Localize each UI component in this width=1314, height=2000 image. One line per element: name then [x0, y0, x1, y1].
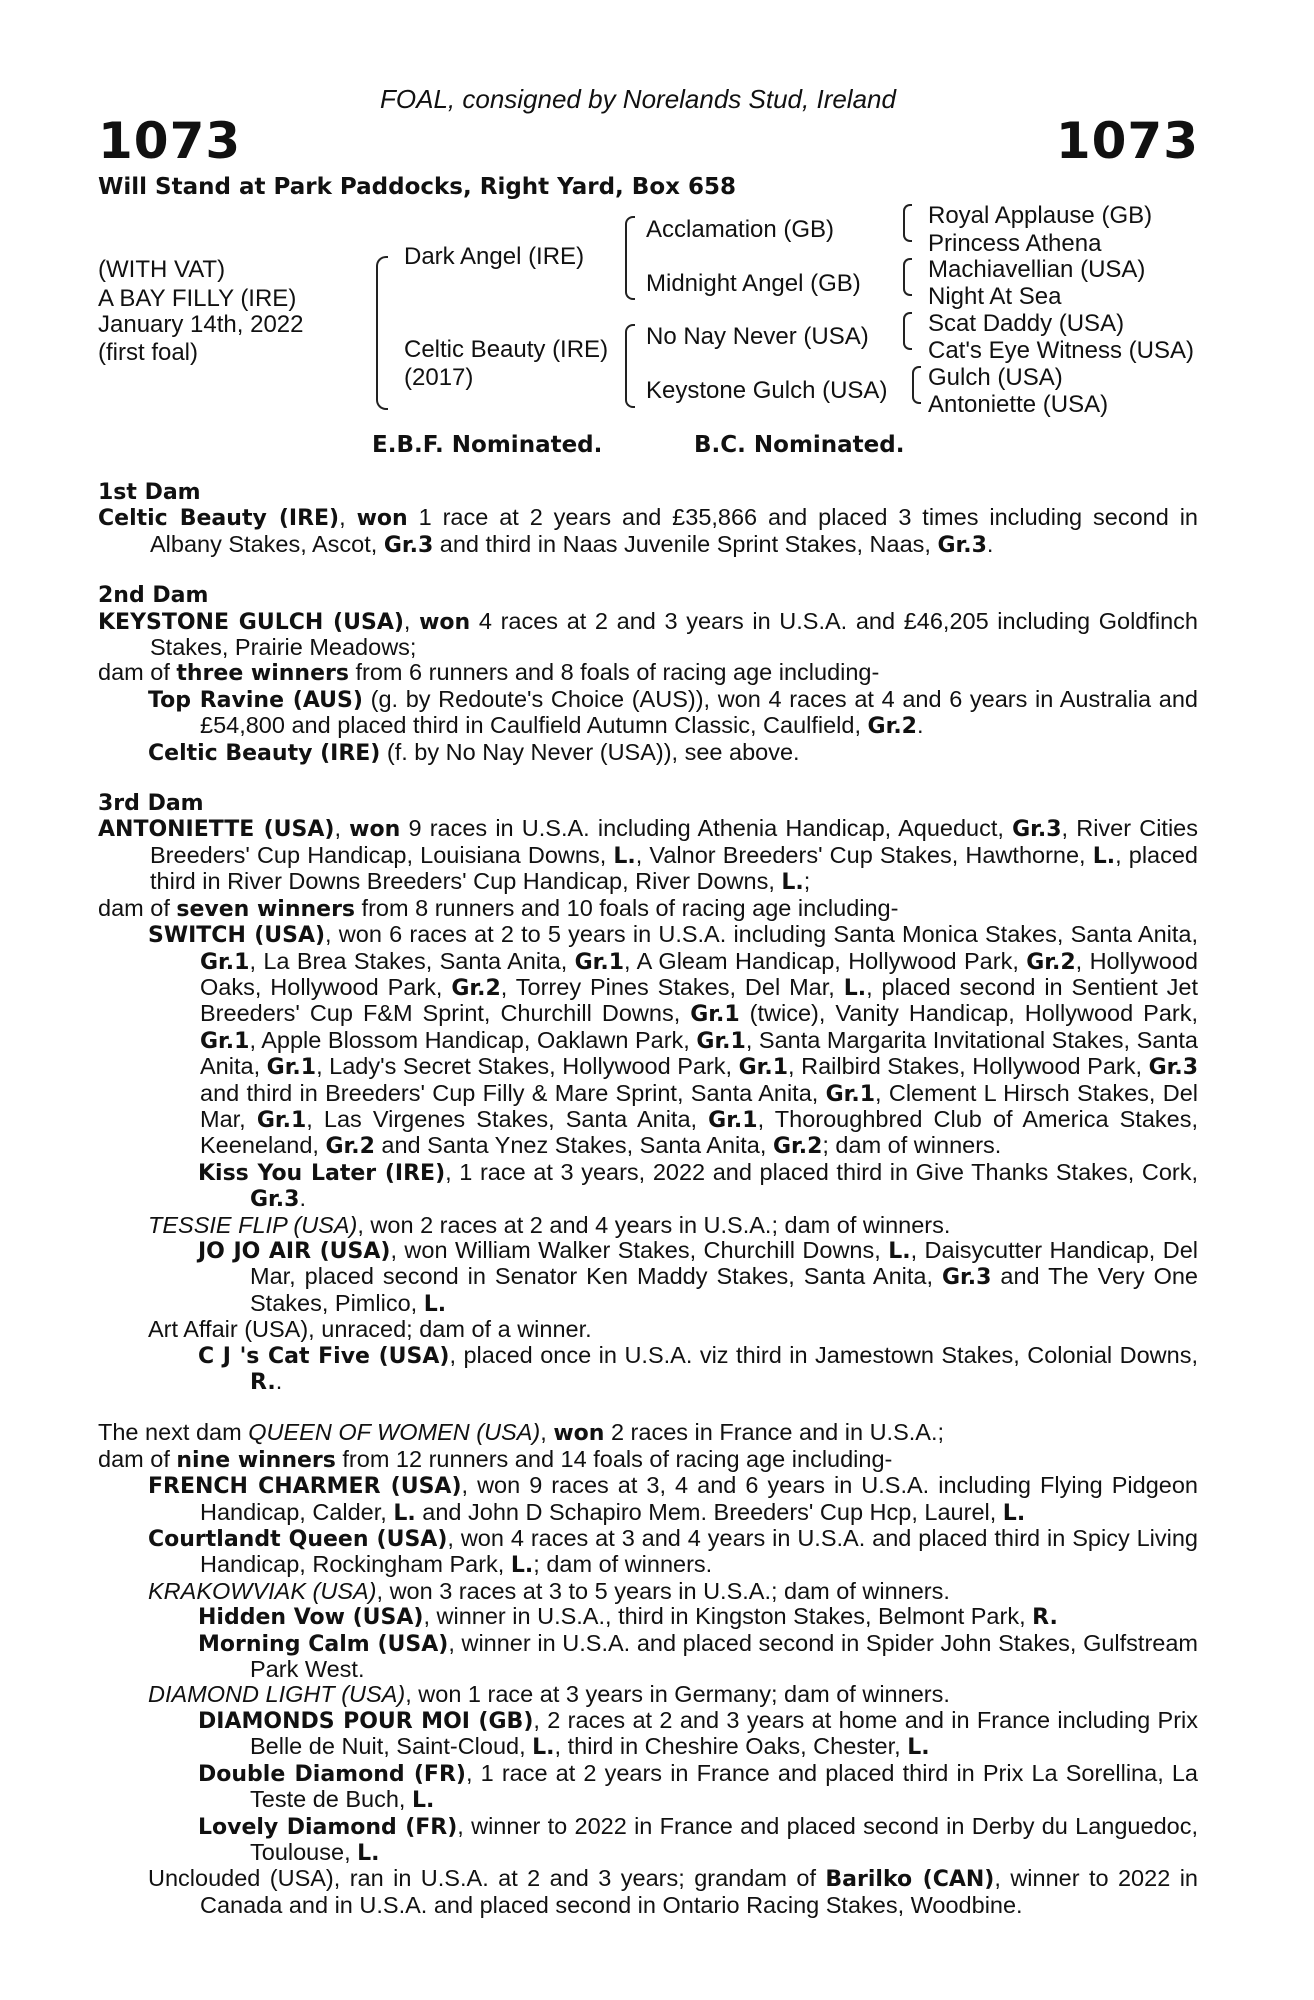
- third-dam-heading: 3rd Dam: [98, 791, 204, 817]
- pedigree-brace-sire: [625, 216, 635, 300]
- pedigree-sd-dam: Night At Sea: [928, 283, 1062, 310]
- vat-note: (WITH VAT): [98, 256, 226, 283]
- pedigree-dam-dam: Keystone Gulch (USA): [646, 377, 888, 404]
- catalogue-body: [98, 480, 1198, 1918]
- lot-number-right: 1073: [1055, 112, 1199, 170]
- consignment-line: FOAL, consigned by Norelands Stud, Ireland: [380, 84, 896, 114]
- pedigree-dd-dam: Antoniette (USA): [928, 391, 1109, 418]
- subject-dob: January 14th, 2022: [98, 311, 304, 338]
- pedigree-brace-ds: [903, 312, 912, 350]
- produce-kiss-you-later: Kiss You Later (IRE), 1 race at 3 years, 2022 and placed third in Give Thanks Stakes, Cork, Gr.3.: [198, 1158, 1199, 1213]
- third-dam-entry: ANTONIETTE (USA), won 9 races in U.S.A. including Athenia Handicap, Aqueduct, Gr.3, River Cities Breeders' Cup Handicap, Louisiana Downs, L., Valnor Breeders' Cup Stakes, Hawthorne, L., placed third in River Downs Breeders' Cup Handicap, River Downs, L.;: [98, 815, 1199, 896]
- produce-double-diamond: Double Diamond (FR), 1 race at 2 years in France and placed third in Prix La Sorellina, La Teste de Buch, L.: [198, 1759, 1198, 1814]
- produce-celtic-beauty: Celtic Beauty (IRE) (f. by No Nay Never (USA)), see above.: [148, 738, 800, 766]
- ebf-nomination: E.B.F. Nominated.: [372, 432, 603, 458]
- pedigree-ds-dam: Cat's Eye Witness (USA): [928, 337, 1194, 364]
- bc-nomination: B.C. Nominated.: [694, 432, 905, 458]
- produce-top-ravine: Top Ravine (AUS) (g. by Redoute's Choice (AUS)), won 4 races at 4 and 6 years in Australia and £54,800 and placed third in Caulfield Autumn Classic, Caulfield, Gr.2.: [148, 685, 1198, 740]
- pedigree-dam: Celtic Beauty (IRE): [404, 336, 609, 363]
- produce-tessie-flip: TESSIE FLIP (USA), won 2 races at 2 and 4 years in U.S.A.; dam of winners.: [148, 1211, 951, 1238]
- pedigree-ds-sire: Scat Daddy (USA): [928, 310, 1125, 337]
- pedigree-sire: Dark Angel (IRE): [404, 243, 585, 270]
- produce-french-charmer: FRENCH CHARMER (USA), won 9 races at 3, 4 and 6 years in U.S.A. including Flying Pidgeon Handicap, Calder, L. and John D Schapiro Mem. Breeders' Cup Hcp, Laurel, L.: [148, 1472, 1198, 1526]
- produce-morning-calm: Morning Calm (USA), winner in U.S.A. and placed second in Spider John Stakes, Gulfstream Park West.: [198, 1629, 1198, 1683]
- next-dam-produce-summary: dam of nine winners from 12 runners and 14 foals of racing age including-: [98, 1445, 893, 1473]
- pedigree-dam-sire: No Nay Never (USA): [646, 323, 869, 350]
- second-dam-entry: KEYSTONE GULCH (USA), won 4 races at 2 and 3 years in U.S.A. and £46,205 including Goldfinch Stakes, Prairie Meadows;: [98, 607, 1198, 661]
- third-dam-produce-summary: dam of seven winners from 8 runners and 10 foals of racing age including-: [98, 894, 899, 922]
- stand-location: Will Stand at Park Paddocks, Right Yard, Box 658: [98, 174, 736, 200]
- pedigree-sd-sire: Machiavellian (USA): [928, 256, 1146, 283]
- produce-jo-jo-air: JO JO AIR (USA), won William Walker Stakes, Churchill Downs, L., Daisycutter Handicap, Del Mar, placed second in Senator Ken Maddy Stakes, Santa Anita, Gr.3 and The Very One Stakes, Pimlico, L.: [198, 1236, 1199, 1317]
- second-dam-produce-summary: dam of three winners from 6 runners and 8 foals of racing age including-: [98, 659, 880, 687]
- first-dam-entry: Celtic Beauty (IRE), won 1 race at 2 years and £35,866 and placed 3 times including second in Albany Stakes, Ascot, Gr.3 and third in Naas Juvenile Sprint Stakes, Naas, Gr.3.: [98, 504, 1199, 558]
- pedigree-brace-ss: [903, 204, 912, 242]
- produce-cj-cat-five: C J 's Cat Five (USA), placed once in U.S.A. viz third in Jamestown Stakes, Colonial Downs, R..: [198, 1341, 1199, 1395]
- produce-krakowviak: KRAKOWVIAK (USA), won 3 races at 3 to 5 years in U.S.A.; dam of winners.: [148, 1577, 950, 1604]
- subject-name: A BAY FILLY (IRE): [98, 285, 297, 312]
- pedigree-dd-sire: Gulch (USA): [928, 364, 1063, 391]
- subject-note: (first foal): [98, 339, 199, 366]
- lot-number-left: 1073: [98, 112, 242, 170]
- pedigree-brace-dd: [912, 366, 921, 404]
- next-dam-entry: The next dam QUEEN OF WOMEN (USA), won 2 races in France and in U.S.A.;: [98, 1419, 945, 1447]
- second-dam-heading: 2nd Dam: [98, 583, 209, 609]
- pedigree-ss-dam: Princess Athena: [928, 230, 1102, 257]
- pedigree-sire-dam: Midnight Angel (GB): [646, 270, 861, 297]
- produce-switch: SWITCH (USA), won 6 races at 2 to 5 years in U.S.A. including Santa Monica Stakes, Santa Anita, Gr.1, La Brea Stakes, Santa Anita, Gr.1, A Gleam Handicap, Hollywood Park, Gr.2, Hollywood Oaks, Hollywood Park, Gr.2, Torrey Pines Stakes, Del Mar, L., placed second in Sentient Jet Breeders' Cup F&M Sprint, Churchill Downs, Gr.1 (twice), Vanity Handicap, Hollywood Park, Gr.1, Apple Blossom Handicap, Oaklawn Park, Gr.1, Santa Margarita Invitational Stakes, Santa Anita, Gr.1, Lady's Secret Stakes, Hollywood Park, Gr.1, Railbird Stakes, Hollywood Park, Gr.3 and third in Breeders' Cup Filly & Mare Sprint, Santa Anita, Gr.1, Clement L Hirsch Stakes, Del Mar, Gr.1, Las Virgenes Stakes, Santa Anita, Gr.1, Thoroughbred Club of America Stakes, Keeneland, Gr.2 and Santa Ynez Stakes, Santa Anita, Gr.2; dam of winners.: [148, 921, 1199, 1160]
- pedigree-dam-year: (2017): [404, 364, 474, 391]
- pedigree-brace-sd: [903, 258, 912, 296]
- pedigree-brace-main: [376, 256, 388, 410]
- first-dam-heading: 1st Dam: [98, 480, 201, 505]
- produce-unclouded: Unclouded (USA), ran in U.S.A. at 2 and 3 years; grandam of Barilko (CAN), winner to 2022 in Canada and in U.S.A. and placed second in Ontario Racing Stakes, Woodbine.: [148, 1865, 1198, 1918]
- pedigree-sire-sire: Acclamation (GB): [646, 216, 835, 243]
- produce-lovely-diamond: Lovely Diamond (FR), winner to 2022 in France and placed second in Derby du Languedoc, Toulouse, L.: [198, 1812, 1198, 1866]
- pedigree-brace-dam: [625, 324, 635, 408]
- produce-courtlandt-queen: Courtlandt Queen (USA), won 4 races at 3 and 4 years in U.S.A. and placed third in Spicy Living Handicap, Rockingham Park, L.; dam of winners.: [148, 1525, 1198, 1579]
- produce-art-affair: Art Affair (USA), unraced; dam of a winner.: [148, 1316, 592, 1343]
- pedigree-ss-sire: Royal Applause (GB): [928, 202, 1153, 229]
- produce-diamonds-pour-moi: DIAMONDS POUR MOI (GB), 2 races at 2 and 3 years at home and in France including Prix Belle de Nuit, Saint-Cloud, L., third in Cheshire Oaks, Chester, L.: [198, 1706, 1198, 1761]
- produce-diamond-light: DIAMOND LIGHT (USA), won 1 race at 3 years in Germany; dam of winners.: [148, 1681, 950, 1708]
- produce-hidden-vow: Hidden Vow (USA), winner in U.S.A., third in Kingston Stakes, Belmont Park, R.: [198, 1603, 1058, 1631]
